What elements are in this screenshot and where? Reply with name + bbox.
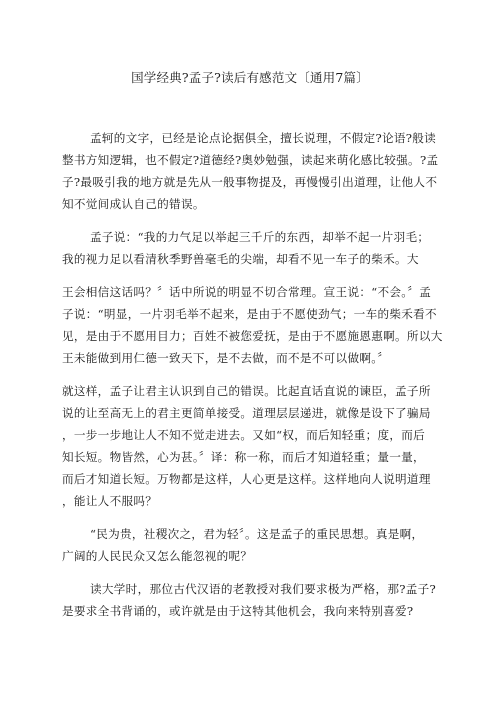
paragraph-3-line-1: 王会相信这话吗？〞话中所说的明显不切合常理。宣王说：“不会。〞孟 bbox=[62, 285, 432, 299]
paragraph-1-line-3: 子?最吸引我的地方就是先从一般事物提及，再慢慢引出道理，让他人不 bbox=[62, 175, 438, 189]
paragraph-1-line-4: 知不觉间成认自己的错误。 bbox=[62, 197, 205, 211]
paragraph-4-line-2: 说的让至高无上的君主更简单接受。道理层层递进，就像是设下了骗局 bbox=[62, 406, 431, 420]
paragraph-4-line-1: 就这样，孟子让君主认识到自己的错误。比起直话直说的谏臣，孟子所 bbox=[62, 384, 431, 398]
paragraph-4-line-4: 知长短。物皆然，心为甚。〞译：称一称，而后才知道轻重；量一量， bbox=[62, 450, 425, 464]
paragraph-6-line-1: 读大学时，那位古代汉语的老教授对我们要求极为严格，那?孟子? bbox=[90, 582, 437, 596]
paragraph-3-line-3: 见，是由于不愿用目力；百姓不被您爱抚，是由于不愿施恩惠啊。所以大 bbox=[62, 329, 443, 343]
document-title: 国学经典?孟子?读后有感范文〔通用7篇〕 bbox=[131, 70, 369, 85]
paragraph-6-line-2: 是要求全书背诵的，或许就是由于这特其他机会，我向来特别喜爱? bbox=[62, 604, 414, 618]
paragraph-3-line-2: 子说：“明显，一片羽毛举不起来，是由于不愿使劲气；一车的柴禾看不 bbox=[62, 307, 437, 321]
paragraph-5-line-2: 广阔的人民民众又怎么能忽视的呢？ bbox=[62, 549, 253, 563]
paragraph-4-line-6: ，能让人不服吗？ bbox=[62, 494, 158, 508]
paragraph-4-line-5: 而后才知道长短。万物都是这样，人心更是这样。这样地向人说明道理 bbox=[62, 472, 431, 486]
paragraph-3-line-4: 王未能做到用仁德一致天下，是不去做，而不是不可以做啊。〞 bbox=[62, 351, 390, 365]
paragraph-1-line-2: 整书方知逻辑，也不假定?道德经?奥妙勉强，读起来萌化感比较强。?孟 bbox=[62, 153, 439, 167]
paragraph-1-line-1: 孟轲的文字，已经是论点论据俱全，擅长说理，不假定?论语?般读 bbox=[90, 131, 437, 145]
paragraph-5-line-1: “民为贵，社稷次之，君为轻〞。这是孟子的重民思想。真是啊， bbox=[90, 527, 424, 541]
paragraph-2-line-1: 孟子说：“我的力气足以举起三千斤的东西，却举不起一片羽毛； bbox=[90, 230, 430, 244]
paragraph-2-line-2: 我的视力足以看清秋季野兽毫毛的尖端，却看不见一车子的柴禾。大 bbox=[62, 252, 419, 266]
paragraph-4-line-3: ，一步一步地让人不知不觉走进去。又如“权，而后知轻重；度，而后 bbox=[62, 428, 426, 442]
